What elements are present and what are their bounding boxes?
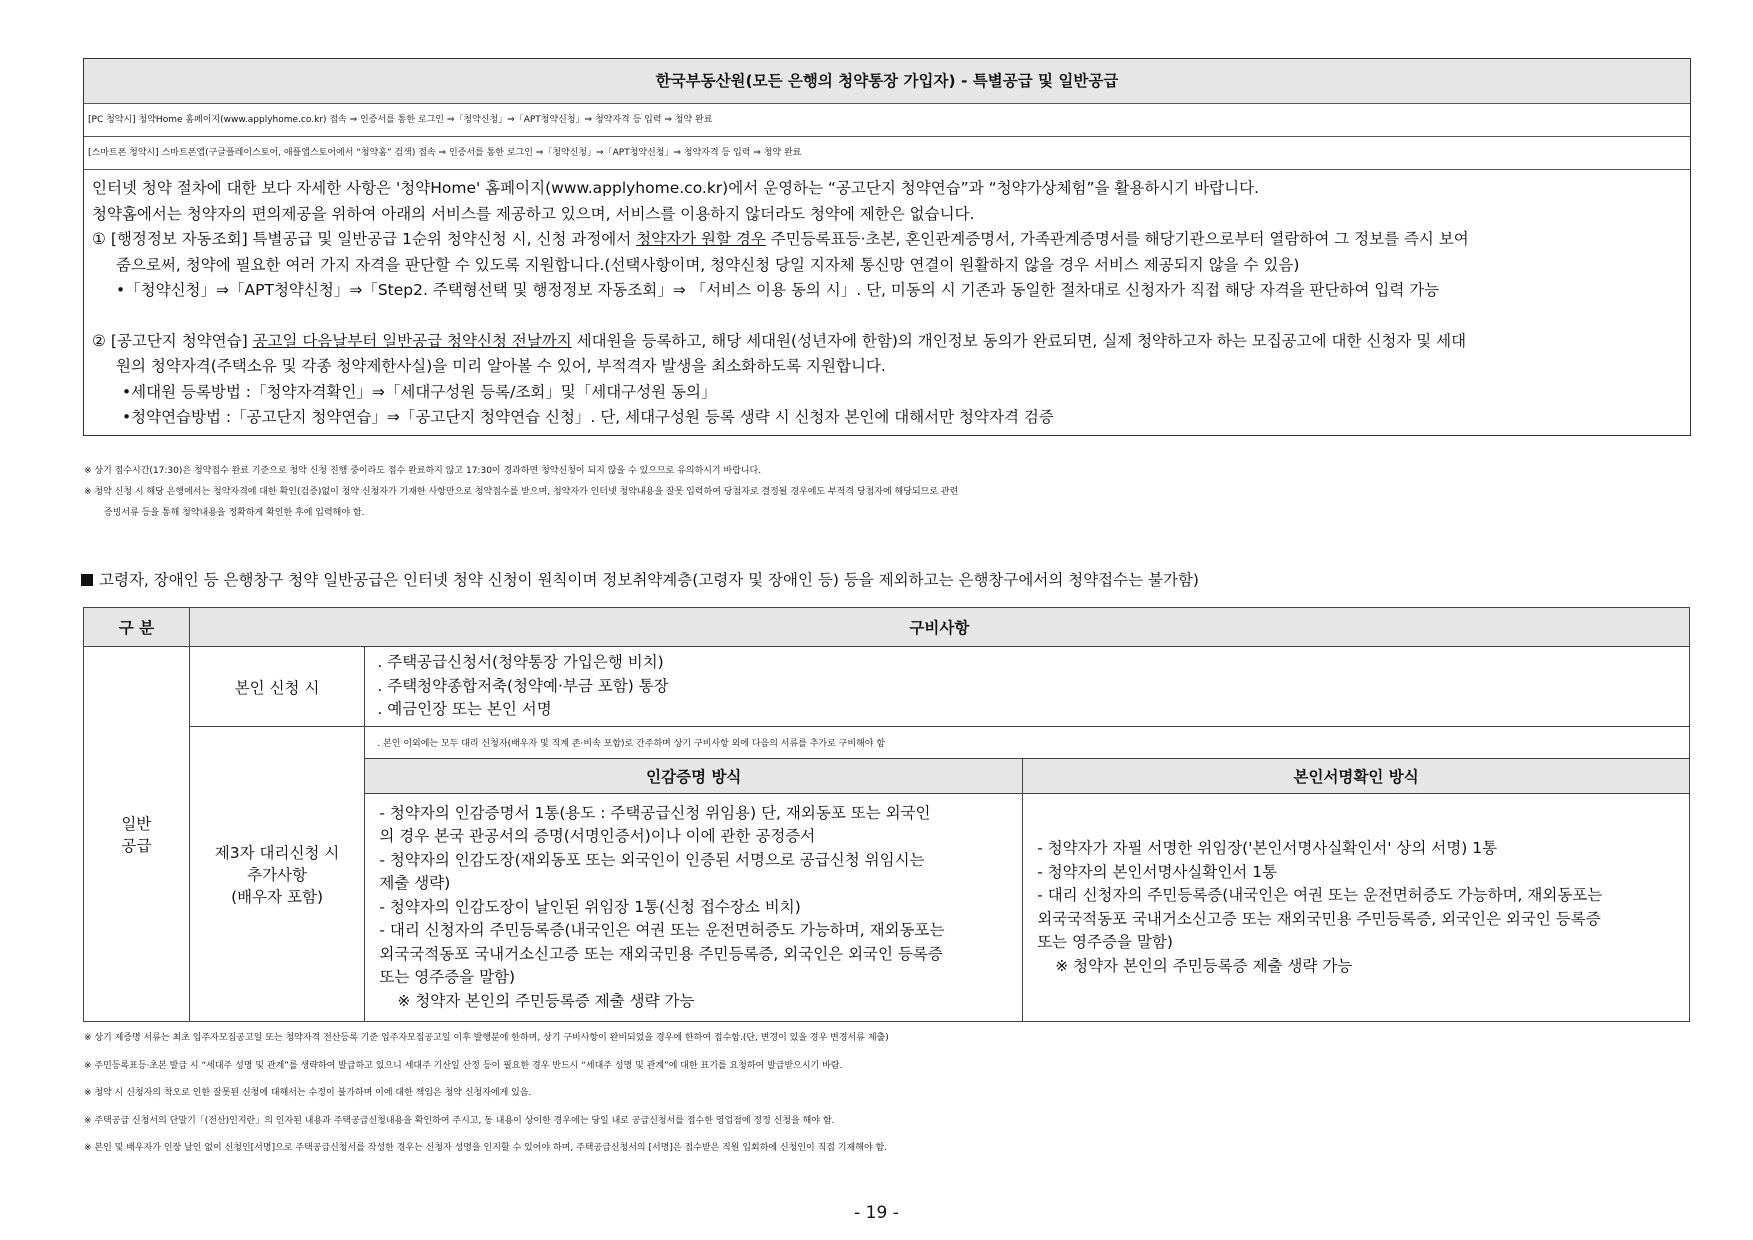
- list-item: - 청약자의 본인서명사실확인서 1통: [1037, 862, 1278, 881]
- header-category: 구 분: [84, 608, 190, 647]
- top-notes: [84, 461, 1704, 524]
- list-item: 외국국적동포 국내거소신고증 또는 재외국민용 주민등록증, 외국인은 외국인 등록증: [379, 944, 943, 963]
- note: ※ 주택공급 신청서의 단말기「(전산)인지란」의 인자된 내용과 주택공급신청내용을 확인하여 주시고, 동 내용이 상이한 경우에는 당일 내로 공급신청서를 접수한 영업점에 정정 신청을 해야 함.: [84, 1115, 835, 1126]
- intro-line-1: 인터넷 청약 절차에 대한 보다 자세한 사항은 '청약Home' 홈페이지(www.applyhome.co.kr)에서 운영하는 “공고단지 청약연습”과 “청약가상체험”을 활용하시기 바랍니다.: [92, 179, 1260, 197]
- note: 증빙서류 등을 통해 청약내용을 정확하게 확인한 후에 입력해야 함.: [104, 508, 365, 518]
- list-item: - 청약자의 인감증명서 1통(용도 : 주택공급신청 위임용) 단, 재외동포 또는 외국인: [379, 803, 931, 822]
- list-item: - 청약자의 인감도장이 날인된 위임장 1통(신청 접수장소 비치): [379, 897, 801, 916]
- note: ※ 본인 및 배우자가 인장 날인 없이 신청인[서명]으로 주택공급신청서를 작성한 경우는 신청자 성명을 인지할 수 있어야 하며, 주택공급신청서의 [서명]은 접수받은 직원 입회하에 신청인이 직접 기재해야 함.: [84, 1143, 888, 1153]
- list-item: 또는 영주증을 말함): [1037, 933, 1173, 951]
- label-line: 추가사항: [247, 866, 308, 884]
- item-2-line-2: 원의 청약자격(주택소유 및 각종 청약제한사실)을 미리 알아볼 수 있어, 부적격자 발생을 최소화하도록 지원합니다.: [116, 357, 886, 375]
- item-1-text-b: 주민등록표등·초본, 혼인관계증명서, 가족관계증명서를 해당기관으로부터 열람하여 그 정보를 즉시 보여: [765, 230, 1469, 248]
- list-item: - 대리 신청자의 주민등록증(내국인은 여권 또는 운전면허증도 가능하며, 재외동포는: [379, 921, 945, 940]
- item-2-line-1: [92, 329, 1682, 355]
- section-title: [81, 568, 1199, 590]
- self-apply-items: [365, 647, 1690, 727]
- list-item: 의 경우 본국 관공서의 증명(서명인증서)이나 이에 관한 공정증서: [379, 827, 816, 846]
- item-1-line-1: [92, 227, 1682, 253]
- list-item: 또는 영주증을 말함): [379, 968, 516, 987]
- category-line: 공급: [121, 837, 152, 855]
- item-2-underlined: 공고일 다음날부터 일반공급 청약신청 전날까지: [252, 331, 572, 350]
- page-number: - 19 -: [854, 1203, 899, 1223]
- intro-line-2: 청약홈에서는 청약자의 편의제공을 위하여 아래의 서비스를 제공하고 있으며, 서비스를 이용하지 않더라도 청약에 제한은 없습니다.: [92, 204, 975, 223]
- box-header: 한국부동산원(모든 은행의 청약통장 가입자) - 특별공급 및 일반공급: [84, 59, 1690, 104]
- method-1-header: 인감증명 방식: [365, 759, 1023, 794]
- method-2-header: 본인서명확인 방식: [1023, 759, 1690, 794]
- item-2-line-3: •세대원 등록방법 :「청약자격확인」⇒「세대구성원 등록/조회」및「세대구성원 동의」: [122, 382, 717, 401]
- note: ※ 청약 시 신청자의 착오로 인한 잘못된 신청에 대해서는 수정이 불가하며 이에 대한 책임은 청약 신청자에게 있음.: [84, 1088, 532, 1098]
- note: ※ 상기 제증명 서류는 최초 입주자모집공고일 또는 청약자격 전산등록 기준 입주자모집공고일 이후 발행분에 한하며, 상기 구비사항이 완비되었을 경우에 한하여 접수함.(단, 변경이 있을 경우 변경서류 제출): [84, 1033, 889, 1043]
- mobile-procedure: [스마트폰 청약시] 스마트폰앱(구글플레이스토어, 애플앱스토어에서 “청약홈” 검색) 접속 ⇒ 인증서를 통한 로그인 ⇒「청약신청」⇒「APT청약신청」⇒ 청약자격 등 입력 ⇒ 청약 완료: [84, 137, 1690, 170]
- list-item: 제출 생략): [379, 874, 451, 893]
- category-cell: [84, 647, 190, 1022]
- required-documents-table: [83, 607, 1690, 1022]
- item-1-line-2: 줌으로써, 청약에 필요한 여러 가지 자격을 판단할 수 있도록 지원합니다.(선택사항이며, 청약신청 당일 지자체 통신망 연결이 원활하지 않을 경우 서비스 제공되지 않을 수 있음): [116, 255, 1300, 274]
- list-item: ※ 청약자 본인의 주민등록증 제출 생략 가능: [1055, 956, 1353, 975]
- list-item: - 청약자가 자필 서명한 위임장('본인서명사실확인서' 상의 서명) 1통: [1037, 839, 1498, 857]
- list-item: . 예금인장 또는 본인 서명: [377, 700, 552, 719]
- category-line: 일반: [121, 815, 152, 833]
- header-requirements: 구비사항: [189, 608, 1689, 647]
- method-2-items: [1023, 794, 1690, 1022]
- section-title-text: 고령자, 장애인 등 은행창구 청약 일반공급은 인터넷 청약 신청이 원칙이며 정보취약계층(고령자 및 장애인 등) 등을 제외하고는 은행창구에서의 청약접수는 불가함): [99, 571, 1199, 589]
- square-bullet-icon: [81, 574, 93, 586]
- list-item: - 대리 신청자의 주민등록증(내국인은 여권 또는 운전면허증도 가능하며, 재외동포는: [1037, 886, 1603, 904]
- list-item: . 주택공급신청서(청약통장 가입은행 비치): [377, 653, 664, 672]
- list-item: 외국국적동포 국내거소신고증 또는 재외국민용 주민등록증, 외국인은 외국인 등록증: [1037, 909, 1601, 928]
- list-item: . 주택청약종합저축(청약예·부금 포함) 통장: [377, 676, 669, 695]
- note: ※ 주민등록표등·초본 발급 시 “세대주 성명 및 관계”를 생략하여 발급하고 있으니 세대주 기산일 산정 등이 필요한 경우 반드시 “세대주 성명 및 관계”에 대한 표기를 요청하여 발급받으시기 바람.: [84, 1060, 843, 1071]
- item-1-underlined: 청약자가 원할 경우: [636, 230, 766, 248]
- proxy-apply-label: [189, 727, 365, 1022]
- label-line: 제3자 대리신청 시: [214, 844, 340, 862]
- self-apply-label: 본인 신청 시: [189, 647, 365, 727]
- pc-procedure: [PC 청약시] 청약Home 홈페이지(www.applyhome.co.kr) 접속 ⇒ 인증서를 통한 로그인 ⇒「청약신청」⇒「APT청약신청」⇒ 청약자격 등 입력 ⇒ 청약 완료: [84, 104, 1690, 137]
- item-2-text-b: 세대원을 등록하고, 해당 세대원(성년자에 한함)의 개인정보 동의가 완료되면, 실제 청약하고자 하는 모집공고에 대한 신청자 및 세대: [571, 331, 1467, 350]
- application-procedure-box: [83, 58, 1691, 436]
- item-2-text-a: ② [공고단지 청약연습]: [92, 331, 253, 350]
- bottom-notes: [84, 1025, 1704, 1163]
- note: ※ 상기 접수시간(17:30)은 청약접수 완료 기준으로 청약 신청 진행 중이라도 접수 완료하지 않고 17:30이 경과하면 청약신청이 되지 않을 수 있으므로 유의하시기 바랍니다.: [84, 466, 762, 476]
- list-item: - 청약자의 인감도장(재외동포 또는 외국인이 인증된 서명으로 공급신청 위임시는: [379, 850, 925, 869]
- note: ※ 청약 신청 시 해당 은행에서는 청약자격에 대한 확인(검증)없이 청약 신청자가 기재한 사항만으로 청약접수를 받으며, 청약자가 인터넷 청약내용을 잘못 입력하여 당첨자로 결정될 경우에도 부적격 당첨자에 해당되므로 관련: [84, 487, 959, 497]
- label-line: (배우자 포함): [231, 888, 324, 906]
- item-2-line-4: •청약연습방법 :「공고단지 청약연습」⇒「공고단지 청약연습 신청」. 단, 세대구성원 등록 생략 시 신청자 본인에 대해서만 청약자격 검증: [122, 408, 1054, 426]
- item-1-line-3: •「청약신청」⇒「APT청약신청」⇒「Step2. 주택형선택 및 행정정보 자동조회」⇒ 「서비스 이용 동의 시」. 단, 미동의 시 기존과 동일한 절차대로 신청자가 직접 해당 자격을 판단하여 입력 가능: [116, 281, 1440, 299]
- method-1-items: [365, 794, 1023, 1022]
- item-1-text-a: ① [행정정보 자동조회] 특별공급 및 일반공급 1순위 청약신청 시, 신청 과정에서: [92, 230, 637, 248]
- list-item: ※ 청약자 본인의 주민등록증 제출 생략 가능: [397, 991, 695, 1010]
- box-body: [84, 170, 1690, 435]
- proxy-intro: . 본인 이외에는 모두 대리 신청자(배우자 및 직계 존·비속 포함)로 간주하며 상기 구비사항 외에 다음의 서류를 추가로 구비해야 함: [365, 727, 1690, 759]
